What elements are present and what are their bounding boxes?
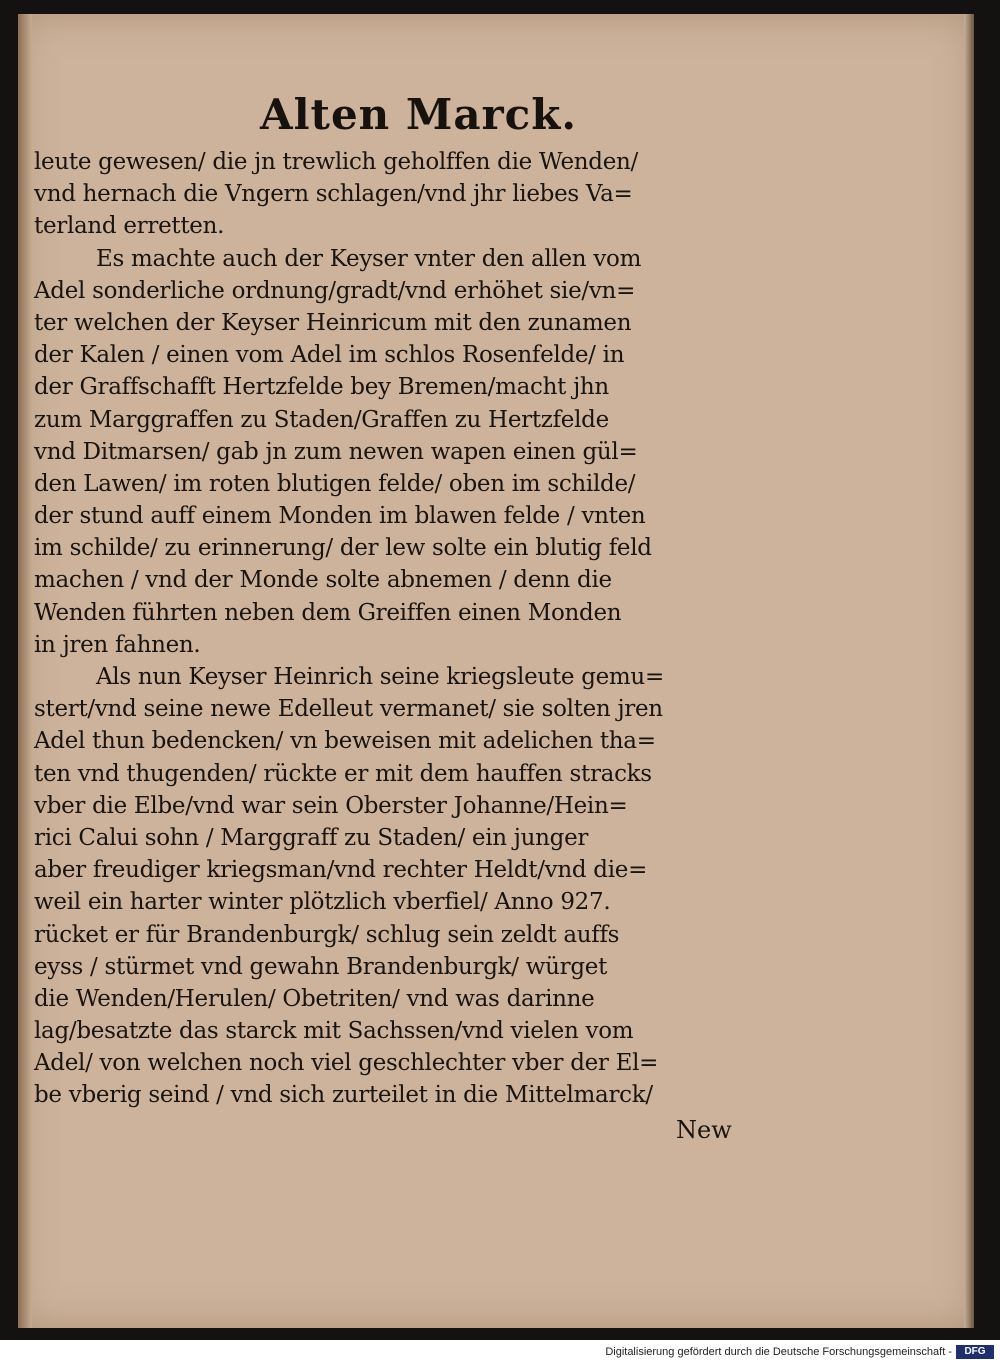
text-line: ten vnd thugenden/ rückte er mit dem hauffen stracks — [34, 760, 652, 787]
footer-bar — [0, 1340, 1000, 1365]
text-line: ter welchen der Keyser Heinricum mit den zunamen — [34, 309, 632, 336]
text-line: terland erretten. — [34, 213, 225, 240]
text-line: Es machte auch der Keyser vnter den allen vom — [96, 245, 642, 272]
text-line: Adel/ von welchen noch viel geschlechter vber der El= — [34, 1050, 659, 1077]
text-line: rici Calui sohn / Marggraff zu Staden/ ein junger — [34, 824, 589, 851]
text-line: stert/vnd seine newe Edelleut vermanet/ sie solten jren — [34, 696, 663, 723]
running-head: Alten Marck. — [260, 90, 577, 139]
text-line: die Wenden/Herulen/ Obetriten/ vnd was darinne — [34, 985, 595, 1012]
text-line: be vberig seind / vnd sich zurteilet in die Mittelmarck/ — [34, 1082, 653, 1109]
funding-notice: Digitalisierung gefördert durch die Deutsche Forschungsgemeinschaft - — [605, 1346, 952, 1358]
text-line: in jren fahnen. — [34, 631, 201, 658]
text-line: Als nun Keyser Heinrich seine kriegsleute gemu= — [96, 664, 664, 690]
text-line: lag/besatzte das starck mit Sachssen/vnd vielen vom — [34, 1018, 634, 1045]
text-line: leute gewesen/ die jn trewlich geholffen die Wenden/ — [34, 149, 638, 175]
text-line: machen / vnd der Monde solte abnemen / denn die — [34, 567, 612, 594]
page-right-edge — [964, 14, 974, 1328]
text-block — [34, 146, 774, 1112]
text-line: aber freudiger kriegsman/vnd rechter Heldt/vnd die= — [34, 857, 648, 884]
text-line: den Lawen/ im roten blutigen felde/ oben im schilde/ — [34, 470, 636, 497]
text-line: Wenden führten neben dem Greiffen einen Monden — [34, 599, 622, 626]
text-line: vnd hernach die Vngern schlagen/vnd jhr liebes Va= — [34, 181, 633, 208]
catchword: New — [676, 1116, 732, 1144]
text-line: zum Marggraffen zu Staden/Graffen zu Hertzfelde — [34, 406, 609, 433]
text-line: rücket er für Brandenburgk/ schlug sein zeldt auffs — [34, 921, 620, 948]
page-left-edge — [18, 14, 32, 1328]
text-line: der Graffschafft Hertzfelde bey Bremen/macht jhn — [34, 374, 609, 401]
text-line: Adel thun bedencken/ vn beweisen mit adelichen tha= — [34, 728, 656, 755]
text-line: vnd Ditmarsen/ gab jn zum newen wapen einen gül= — [34, 438, 638, 465]
text-line: Adel sonderliche ordnung/gradt/vnd erhöhet sie/vn= — [34, 277, 636, 304]
dfg-logo: DFG — [956, 1345, 994, 1359]
text-line: weil ein harter winter plötzlich vberfiel/ Anno 927. — [34, 889, 611, 916]
text-line: der Kalen / einen vom Adel im schlos Rosenfelde/ in — [34, 342, 625, 369]
text-line: der stund auff einem Monden im blawen felde / vnten — [34, 503, 646, 530]
text-line: vber die Elbe/vnd war sein Oberster Johanne/Hein= — [34, 792, 628, 819]
text-line: eyss / stürmet vnd gewahn Brandenburgk/ würget — [34, 953, 608, 980]
text-line: im schilde/ zu erinnerung/ der lew solte ein blutig feld — [34, 535, 652, 562]
